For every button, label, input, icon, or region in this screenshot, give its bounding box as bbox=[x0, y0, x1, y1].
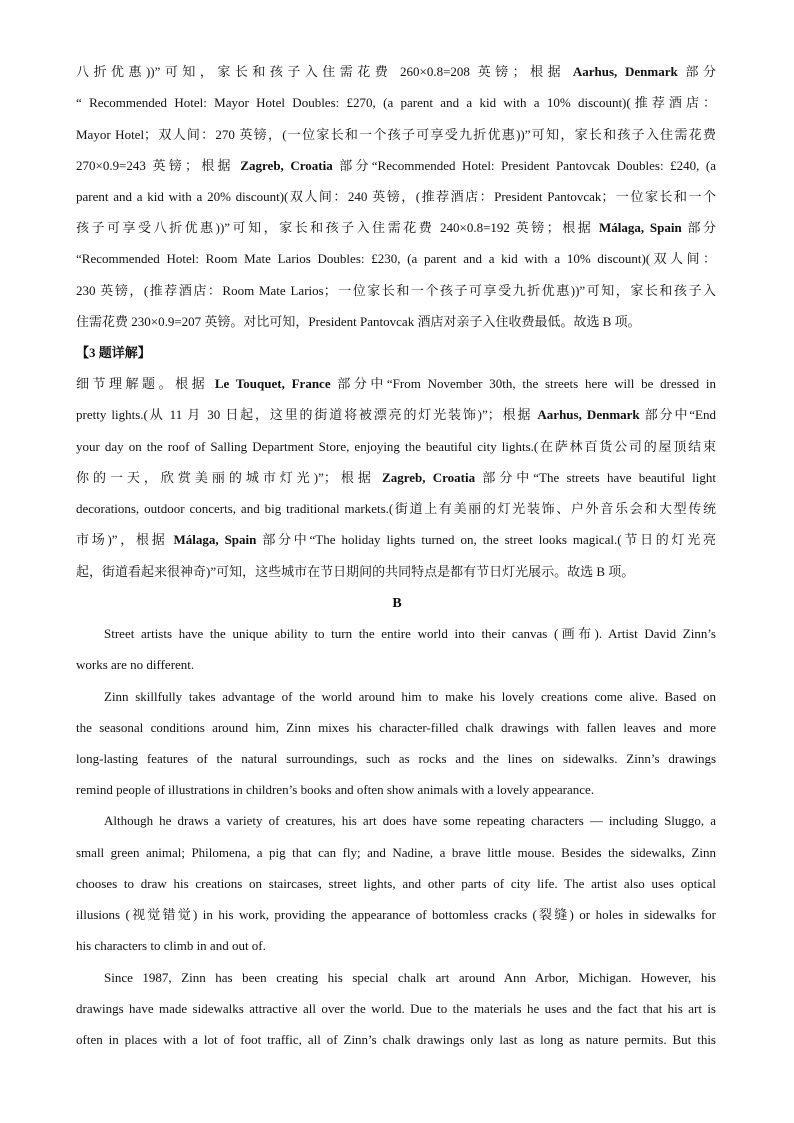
passage-line: chooses to draw his creations on staircases, street lights, and other parts of city life. The artist also uses optical bbox=[76, 876, 716, 891]
passage-line: Since 1987, Zinn has been creating his special chalk art around Ann Arbor, Michigan. However, his bbox=[104, 970, 716, 985]
question-3-heading: 【3 题详解】 bbox=[76, 345, 151, 360]
analysis-line: 八折优惠))”可知，家长和孩子入住需花费 260×0.8=208 英镑；根据 Aarhus, Denmark 部分 bbox=[76, 64, 716, 79]
passage-line: drawings have made sidewalks attractive all over the world. Due to the materials he uses and the fact that his art is bbox=[76, 1001, 716, 1016]
passage-line: long-lasting features of the natural surroundings, such as rocks and the lines on sidewalks. Zinn’s drawings bbox=[76, 751, 716, 766]
analysis-line: Mayor Hotel；双人间：270 英镑，(一位家长和一个孩子可享受九折优惠))”可知，家长和孩子入住需花费 bbox=[76, 127, 716, 142]
q3-line: 细节理解题。根据 Le Touquet, France 部分中“From November 30th, the streets here will be dressed in bbox=[76, 376, 716, 391]
q3-line: 你的一天，欣赏美丽的城市灯光)”；根据 Zagreb, Croatia 部分中“The streets have beautiful light bbox=[76, 470, 716, 485]
analysis-line: 孩子可享受八折优惠))”可知，家长和孩子入住需花费 240×0.8=192 英镑；根据 Málaga, Spain 部分 bbox=[76, 220, 716, 235]
passage-line: the seasonal conditions around him, Zinn mixes his character-filled chalk drawings with fallen leaves and more bbox=[76, 720, 716, 735]
q3-line: your day on the roof of Salling Department Store, enjoying the beautiful city lights.(在萨林百货公司的屋顶结束 bbox=[76, 439, 716, 454]
passage-line: his characters to climb in and out of. bbox=[76, 938, 266, 953]
passage-line: Street artists have the unique ability to turn the entire world into their canvas (画布). Artist David Zinn’s bbox=[104, 626, 716, 641]
analysis-line: 230 英镑，(推荐酒店：Room Mate Larios；一位家长和一个孩子可享受九折优惠))”可知，家长和孩子入 bbox=[76, 283, 716, 298]
passage-line: Although he draws a variety of creatures, his art does have some repeating characters — including Sluggo, a bbox=[104, 813, 716, 828]
q3-line: 起，街道看起来很神奇)”可知，这些城市在节日期间的共同特点是都有节日灯光展示。故选 B 项。 bbox=[76, 564, 635, 579]
passage-line: Zinn skillfully takes advantage of the world around him to make his lovely creations come alive. Based on bbox=[104, 689, 716, 704]
passage-line: illusions (视觉错觉) in his work, providing the appearance of bottomless cracks (裂缝) or holes in sidewalks for bbox=[76, 907, 716, 922]
analysis-line: 270×0.9=243 英镑；根据 Zagreb, Croatia 部分“Recommended Hotel: President Pantovcak Doubles: £240, (a bbox=[76, 158, 716, 173]
analysis-line: 住需花费 230×0.9=207 英镑。对比可知，President Pantovcak 酒店对亲子入住收费最低。故选 B 项。 bbox=[76, 314, 641, 329]
analysis-line: “Recommended Hotel: Room Mate Larios Doubles: £230, (a parent and a kid with a 10% discount)(双人间： bbox=[76, 251, 716, 266]
section-b-heading: B bbox=[392, 596, 402, 611]
q3-line: 市场)”，根据 Málaga, Spain 部分中“The holiday lights turned on, the street looks magical.(节日的灯光亮 bbox=[76, 532, 716, 547]
q3-line: pretty lights.(从 11 月 30 日起，这里的街道将被漂亮的灯光装饰)”；根据 Aarhus, Denmark 部分中“End bbox=[76, 407, 716, 422]
q3-line: decorations, outdoor concerts, and big traditional markets.(街道上有美丽的灯光装饰、户外音乐会和大型传统 bbox=[76, 501, 716, 516]
analysis-line: parent and a kid with a 20% discount)(双人间：240 英镑，(推荐酒店：President Pantovcak；一位家长和一个 bbox=[76, 189, 716, 204]
passage-line: often in places with a lot of foot traffic, all of Zinn’s chalk drawings only last as long as nature permits. But this bbox=[76, 1032, 716, 1047]
passage-line: works are no different. bbox=[76, 657, 195, 672]
analysis-line: “ Recommended Hotel: Mayor Hotel Doubles: £270, (a parent and a kid with a 10% discount)(推荐酒店： bbox=[76, 95, 716, 110]
passage-line: small green animal; Philomena, a pig that can fly; and Nadine, a brave little mouse. Besides the sidewalks, Zinn bbox=[76, 845, 716, 860]
passage-line: remind people of illustrations in children’s books and often show animals with a lovely appearance. bbox=[76, 782, 595, 797]
